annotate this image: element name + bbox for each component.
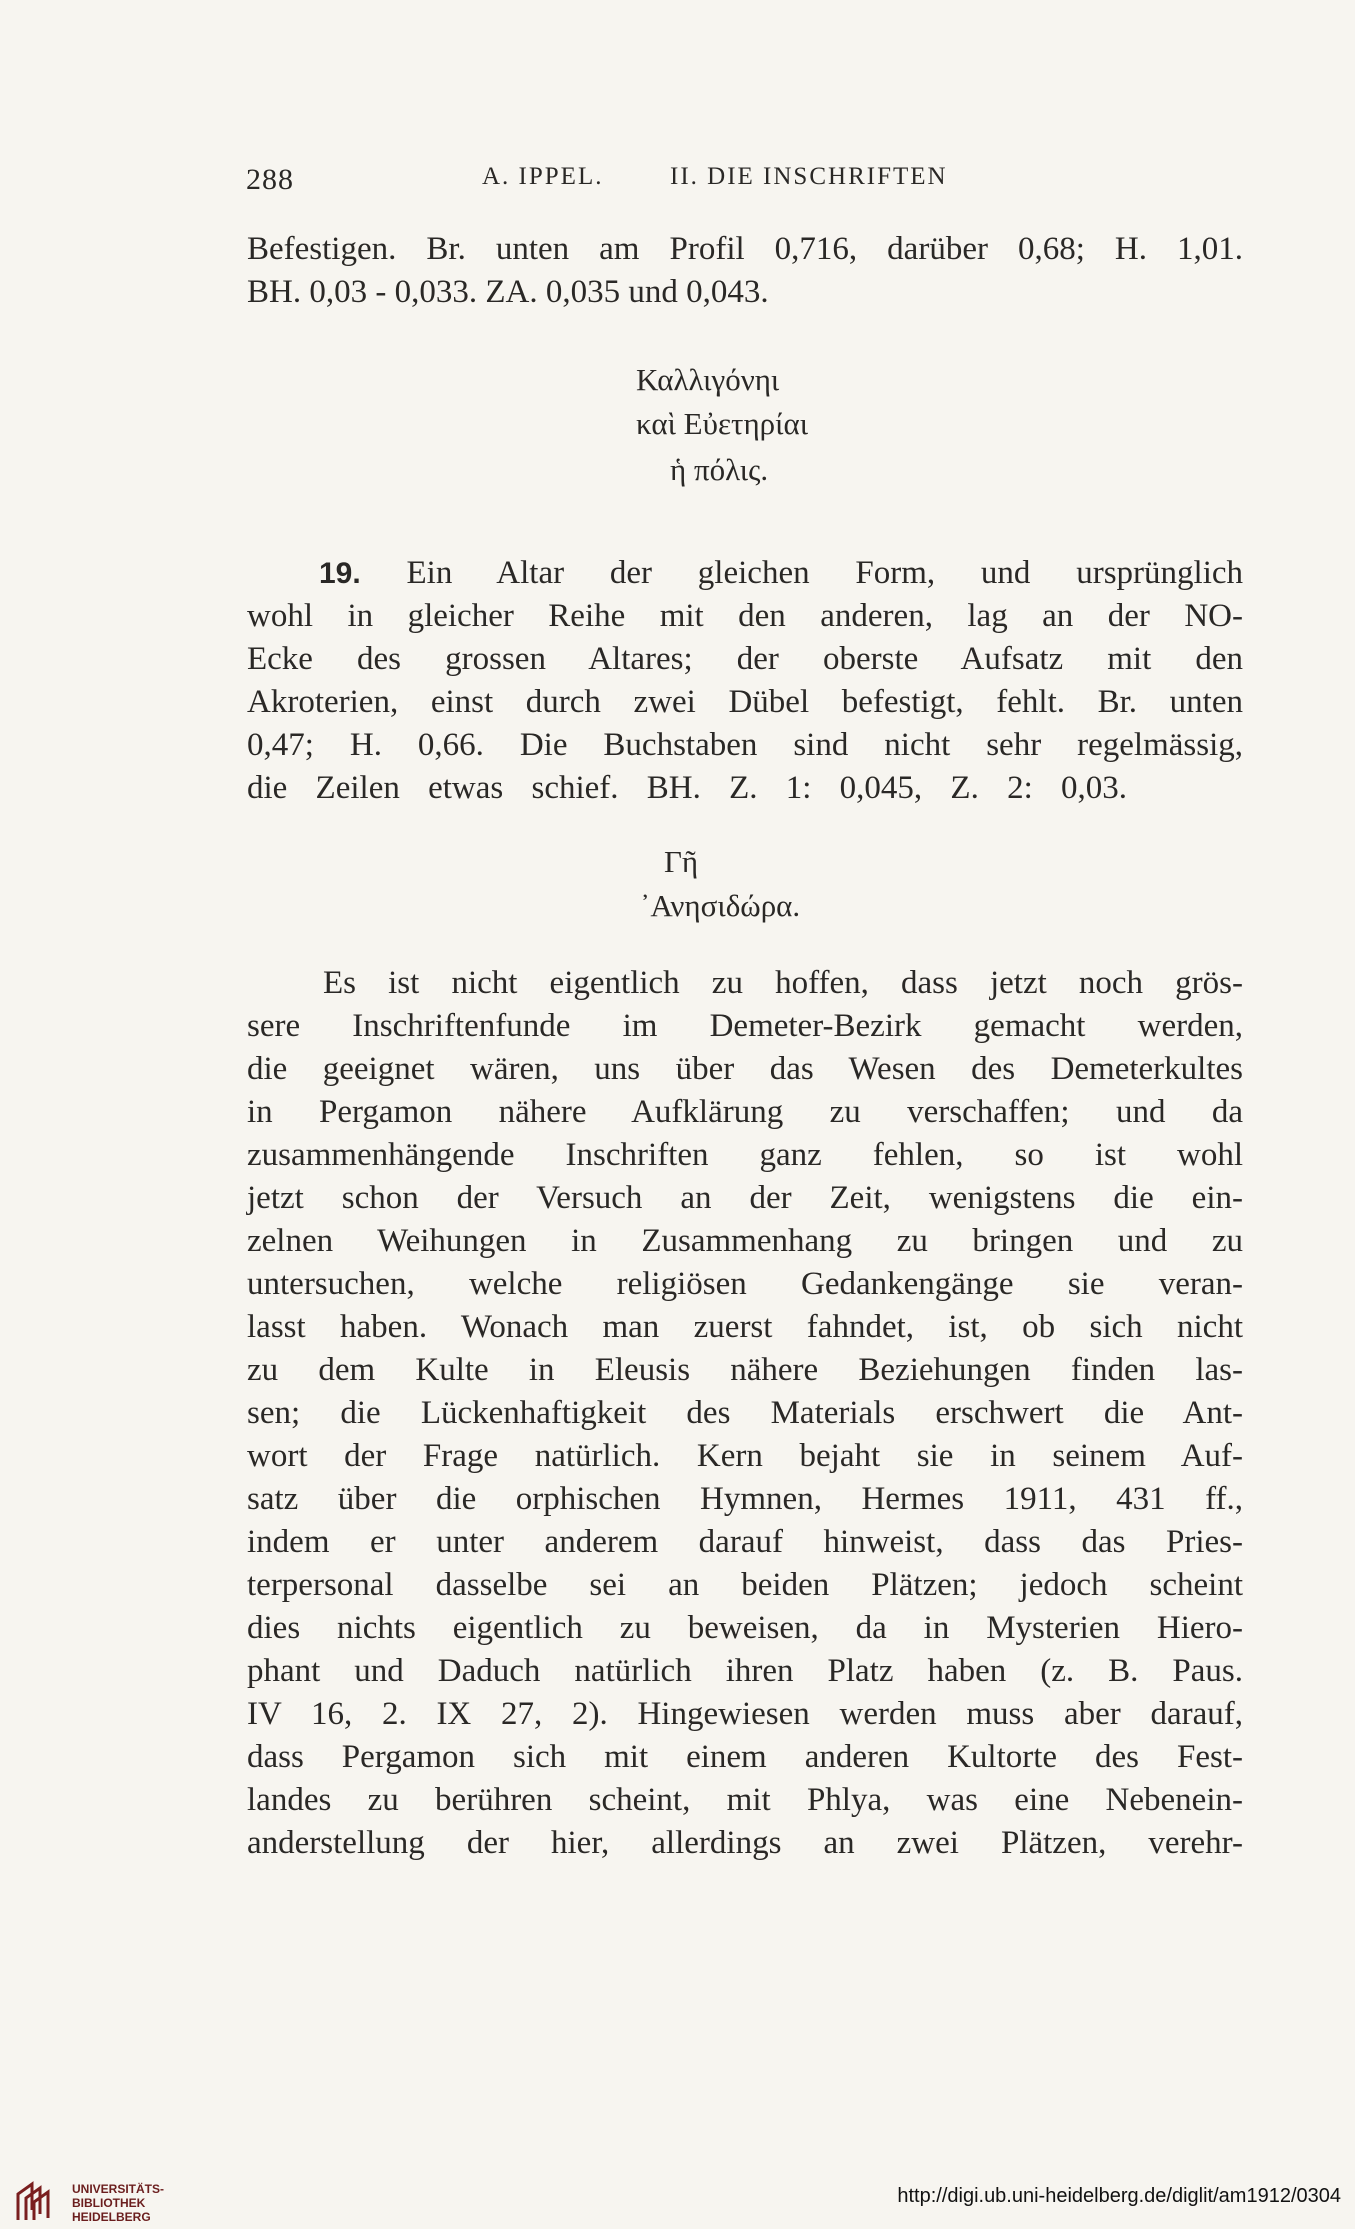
text-line: sere Inschriftenfunde im Demeter-Bezirk gemacht werden, — [247, 1008, 1243, 1044]
text-line — [319, 552, 1243, 595]
text-line: Befestigen. Br. unten am Profil 0,716, darüber 0,68; H. 1,01. — [247, 231, 1243, 267]
text-line: zelnen Weihungen in Zusammenhang zu bringen und zu — [247, 1223, 1243, 1259]
source-url-link[interactable]: http://digi.ub.uni-heidelberg.de/diglit/am1912/0304 — [897, 2185, 1341, 2207]
text-line: dass Pergamon sich mit einem anderen Kultorte des Fest- — [247, 1739, 1243, 1775]
inscription-line: Καλλιγόνηι — [636, 362, 780, 397]
logo-line: UNIVERSITÄTS- — [72, 2182, 165, 2196]
running-header — [246, 163, 1016, 203]
text-line: satz über die orphischen Hymnen, Hermes 1911, 431 ff., — [247, 1481, 1243, 1517]
logo-line: HEIDELBERG — [72, 2210, 151, 2224]
section-first-line: Ein Altar der gleichen Form, und ursprünglich — [406, 555, 1244, 591]
text-line: Es ist nicht eigentlich zu hoffen, dass jetzt noch grös- — [323, 965, 1243, 1001]
library-name — [72, 2182, 164, 2224]
text-line: indem er unter anderem darauf hinweist, dass das Pries- — [247, 1524, 1243, 1560]
text-line: lasst haben. Wonach man zuerst fahndet, ist, ob sich nicht — [247, 1309, 1243, 1345]
text-line: zusammenhängende Inschriften ganz fehlen, so ist wohl — [247, 1137, 1243, 1173]
inscription-line: Γῆ — [664, 844, 699, 879]
text-line: in Pergamon nähere Aufklärung zu verschaffen; und da — [247, 1094, 1243, 1130]
text-line: IV 16, 2. IX 27, 2). Hingewiesen werden muss aber darauf, — [247, 1696, 1243, 1732]
text-line: BH. 0,03 - 0,033. ZA. 0,035 und 0,043. — [247, 274, 769, 310]
text-line: untersuchen, welche religiösen Gedankengänge sie veran- — [247, 1266, 1243, 1302]
text-line: sen; die Lückenhaftigkeit des Materials erschwert die Ant- — [247, 1395, 1243, 1431]
page-number: 288 — [246, 163, 294, 196]
text-line: terpersonal dasselbe sei an beiden Plätzen; jedoch scheint — [247, 1567, 1243, 1603]
text-line: anderstellung der hier, allerdings an zwei Plätzen, verehr- — [247, 1825, 1243, 1861]
text-line: 0,47; H. 0,66. Die Buchstaben sind nicht sehr regelmässig, — [247, 727, 1243, 763]
text-line: zu dem Kulte in Eleusis nähere Beziehungen finden las- — [247, 1352, 1243, 1388]
text-line: dies nichts eigentlich zu beweisen, da in Mysterien Hiero- — [247, 1610, 1243, 1646]
text-line: die Zeilen etwas schief. BH. Z. 1: 0,045, Z. 2: 0,03. — [247, 770, 1127, 806]
text-line: wohl in gleicher Reihe mit den anderen, lag an der NO- — [247, 598, 1243, 634]
text-line: landes zu berühren scheint, mit Phlya, was eine Nebenein- — [247, 1782, 1243, 1818]
logo-line: BIBLIOTHEK — [72, 2196, 146, 2210]
text-line: Akroterien, einst durch zwei Dübel befestigt, fehlt. Br. unten — [247, 684, 1243, 720]
text-line: jetzt schon der Versuch an der Zeit, wenigstens die ein- — [247, 1180, 1243, 1216]
text-line: die geeignet wären, uns über das Wesen des Demeterkultes — [247, 1051, 1243, 1087]
ub-heidelberg-logo-icon — [12, 2180, 56, 2224]
running-head-title: II. DIE INSCHRIFTEN — [670, 163, 948, 190]
inscription-line: ᾿Ανησιδώρα. — [640, 888, 801, 923]
text-line: phant und Daduch natürlich ihren Platz haben (z. B. Paus. — [247, 1653, 1243, 1689]
running-head-author: A. IPPEL. — [482, 163, 604, 190]
text-line: Ecke des grossen Altares; der oberste Aufsatz mit den — [247, 641, 1243, 677]
inscription-line: καὶ Εὐετηρίαι — [636, 406, 809, 441]
section-number: 19. — [319, 557, 361, 590]
library-logo[interactable] — [12, 2180, 172, 2224]
inscription-line: ἡ πόλις. — [670, 452, 769, 487]
text-line: wort der Frage natürlich. Kern bejaht sie in seinem Auf- — [247, 1438, 1243, 1474]
